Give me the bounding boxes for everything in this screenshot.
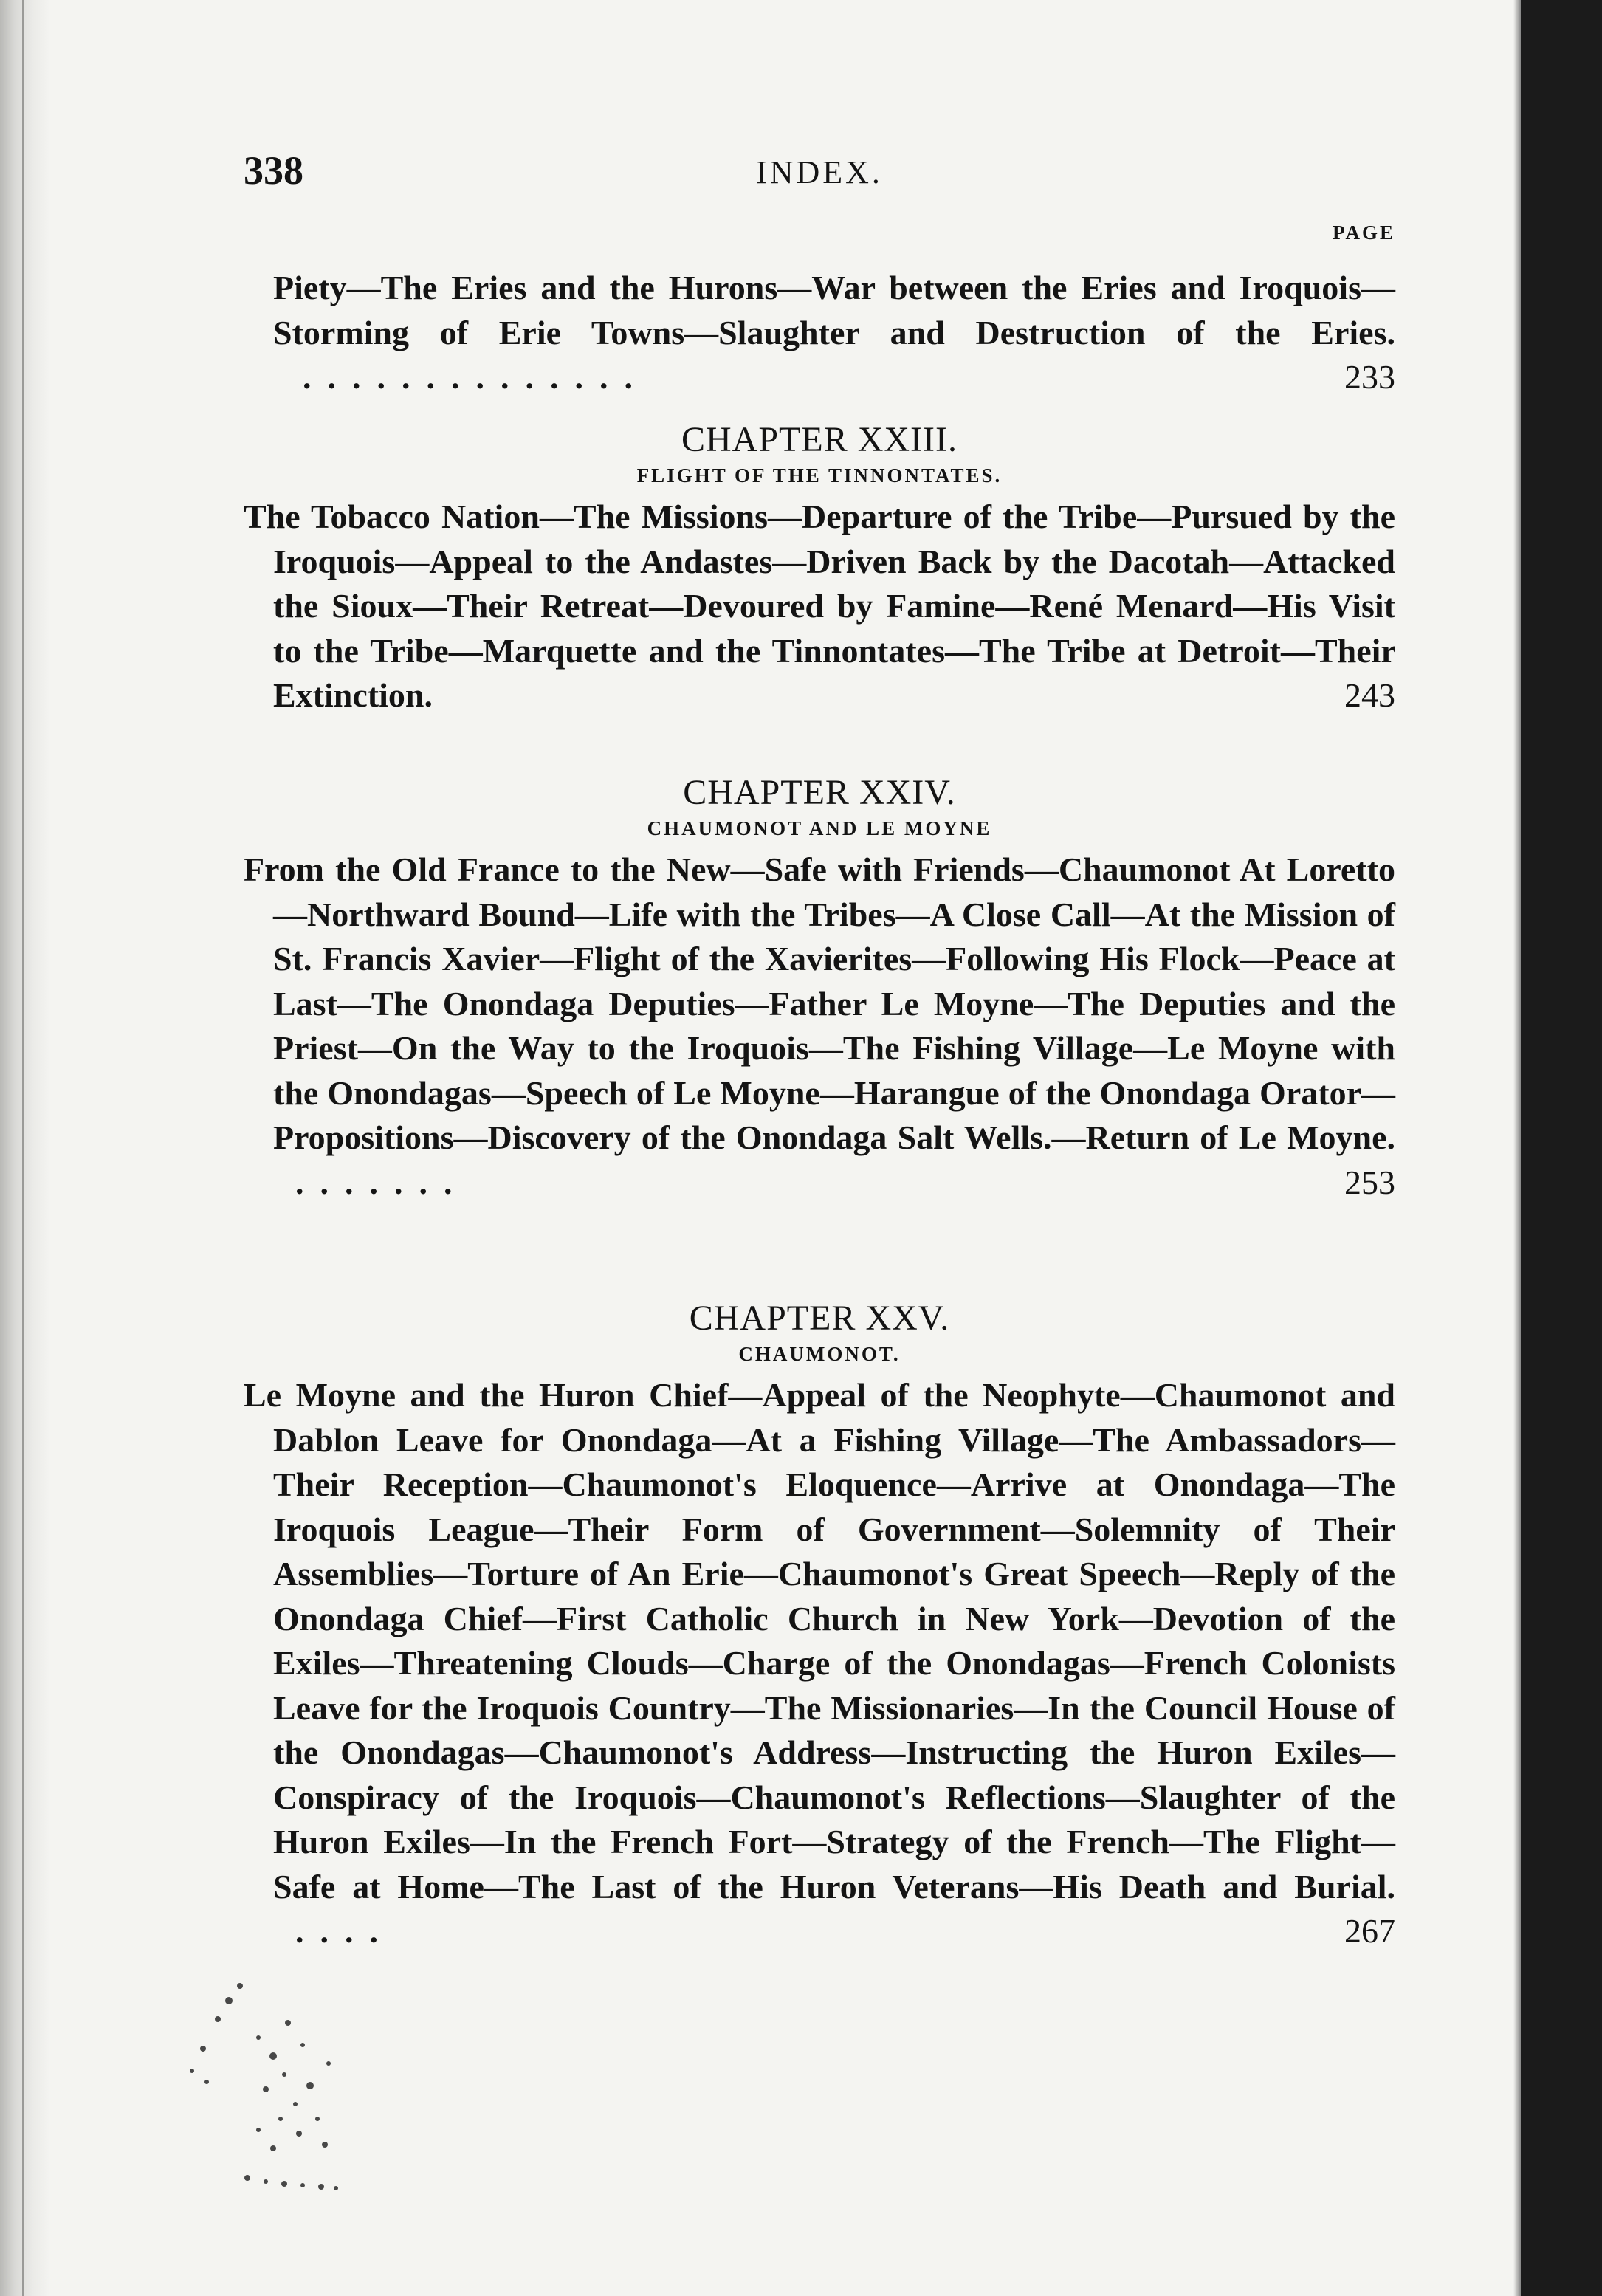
- page-number: 338: [244, 148, 303, 193]
- summary-last-words: Death and Burial.: [1118, 1867, 1396, 1905]
- chapter-title: CHAPTER XXV.: [689, 1299, 950, 1338]
- chapter-24: [244, 772, 1395, 1205]
- chapter-title: CHAPTER XXIV.: [683, 773, 956, 812]
- summary-text: The Tobacco Nation—The Missions—Departure of the Tribe—Pursued by the Iroquois—Appeal to the Andastes—Driven Back by the Dacotah—Attacked the Sioux—Their Retreat—Devoured by Famine—René Menard—His Visit to the Tribe—Marquette and the Tinnontates—The Tribe at Detroit—Their: [244, 498, 1395, 670]
- chapter-subtitle: CHAUMONOT AND LE MOYNE: [647, 817, 992, 839]
- chapter-summary: [244, 1373, 1395, 1954]
- running-head: INDEX.: [756, 154, 883, 190]
- summary-last-words: Wells.—Return of Le Moyne.: [963, 1118, 1396, 1156]
- summary-text: From the Old France to the New—Safe with Friends—Chaumonot At Loretto—Northward Bound—Life with the Tribes—A Close Call—At the Mission of St. Francis Xavier—Flight of the Xavierites—Following His Flock—Peace at Last—The Onondaga Deputies—Father Le Moyne—The Deputies and the Priest—On the Way to the Iroquois—The Fishing Village—Le Moyne with the Onondagas—Speech of Le Moyne—Harangue of the Onondaga Orator—Propositions—Discovery of the Onondaga Salt: [244, 850, 1395, 1156]
- chapter-25: [244, 1298, 1395, 1954]
- page-ref: 253: [1344, 1163, 1395, 1201]
- dot-leader: ..............: [303, 358, 649, 396]
- binding-shadow: [0, 0, 50, 2296]
- dot-leader: .......: [295, 1163, 469, 1201]
- entry-last-words: Eries.: [1311, 313, 1395, 351]
- page-ref: 243: [1344, 676, 1395, 714]
- chapter-subtitle: CHAUMONOT.: [738, 1343, 901, 1365]
- page-header: [244, 148, 1395, 199]
- entry-text: [244, 266, 1395, 400]
- page-column-label: PAGE: [1333, 221, 1395, 244]
- chapter-title: CHAPTER XXIII.: [681, 420, 958, 459]
- chapter-23: [244, 419, 1395, 718]
- stamp-mark: [148, 1934, 413, 2215]
- dot-leader: ....: [295, 1912, 394, 1950]
- page-ref: 267: [1344, 1912, 1395, 1950]
- binding-line: [22, 0, 24, 2296]
- page-ref: 233: [1344, 358, 1395, 396]
- library-stamp: [148, 1934, 413, 2215]
- entry-body: Piety—The Eries and the Hurons—War between the Eries and Iroquois—Storming of Erie Towns—Slaughter and Destruction of the: [273, 269, 1395, 351]
- summary-last-words: Extinction.: [273, 676, 433, 714]
- chapter-subtitle: FLIGHT OF THE TINNONTATES.: [636, 464, 1003, 487]
- chapter-summary: [244, 495, 1395, 718]
- entry-continuation: [244, 266, 1395, 400]
- chapter-summary: [244, 848, 1395, 1205]
- page-edge-shadow: [1521, 0, 1602, 2296]
- summary-text: Le Moyne and the Huron Chief—Appeal of the Neophyte—Chaumonot and Dablon Leave for Onondaga—At a Fishing Village—The Ambassadors—Their Reception—Chaumonot's Eloquence—Arrive at Onondaga—The Iroquois League—Their Form of Government—Solemnity of Their Assemblies—Torture of An Erie—Chaumonot's Great Speech—Reply of the Onondaga Chief—First Catholic Church in New York—Devotion of the Exiles—Threatening Clouds—Charge of the Onondagas—French Colonists Leave for the Iroquois Country—The Missionaries—In the Council House of the Onondagas—Chaumonot's Address—Instructing the Huron Exiles—Conspiracy of the Iroquois—Chaumonot's Reflections—Slaughter of the Huron Exiles—In the French Fort—Strategy of the French—The Flight—Safe at Home—The Last of the Huron Veterans—His: [244, 1376, 1395, 1905]
